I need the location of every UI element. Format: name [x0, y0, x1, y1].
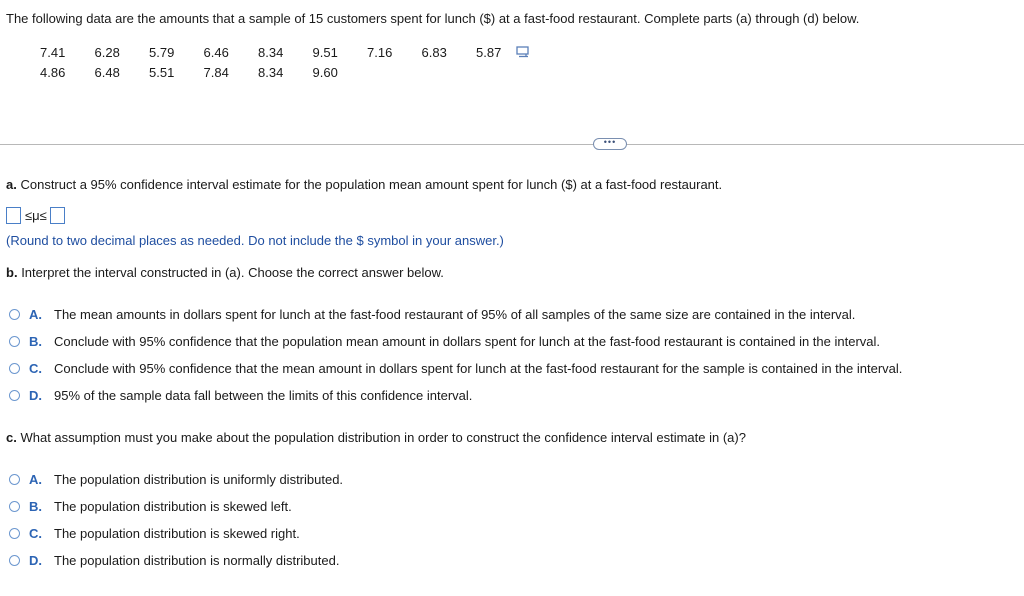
data-cell: 6.83 [421, 44, 447, 60]
data-cell: 5.51 [149, 64, 175, 80]
option-text: Conclude with 95% confidence that the population mean amount in dollars spent for lunch at the fast-food restaurant is contained in the interval. [54, 334, 881, 349]
data-cell: 5.79 [149, 44, 175, 60]
option-text: Conclude with 95% confidence that the mean amount in dollars spent for lunch at the fast-food restaurant for the sample is contained in the interval. [54, 361, 903, 376]
part-b-option-a[interactable] [9, 307, 855, 322]
option-letter: C. [29, 526, 42, 541]
mu-inequality: ≤μ≤ [25, 208, 47, 223]
data-row-2 [40, 62, 530, 82]
radio-button[interactable] [9, 501, 20, 512]
data-cell: 6.28 [94, 44, 120, 60]
data-cell: 7.84 [203, 64, 229, 80]
option-text: The mean amounts in dollars spent for lunch at the fast-food restaurant of 95% of all samples of the same size are contained in the interval. [54, 307, 856, 322]
radio-button[interactable] [9, 363, 20, 374]
part-b-text: Interpret the interval constructed in (a). Choose the correct answer below. [21, 265, 444, 280]
radio-button[interactable] [9, 309, 20, 320]
option-text: The population distribution is skewed left. [54, 499, 292, 514]
part-b-option-b[interactable] [9, 334, 880, 349]
option-letter: C. [29, 361, 42, 376]
part-a-question [6, 177, 722, 192]
problem-intro: The following data are the amounts that a sample of 15 customers spent for lunch ($) at a fast-food restaurant. Complete parts (a) through (d) below. [6, 11, 860, 26]
option-text: The population distribution is skewed right. [54, 526, 300, 541]
part-a-letter: a. [6, 177, 17, 192]
copy-data-icon[interactable] [516, 46, 530, 61]
data-cell: 6.48 [94, 64, 120, 80]
part-c-text: What assumption must you make about the population distribution in order to construct the confidence interval estimate in (a)? [20, 430, 746, 445]
upper-bound-input[interactable] [50, 207, 65, 224]
rounding-hint: (Round to two decimal places as needed. Do not include the $ symbol in your answer.) [6, 233, 504, 248]
option-letter: D. [29, 553, 42, 568]
data-cell: 8.34 [258, 64, 284, 80]
option-text: The population distribution is uniformly distributed. [54, 472, 344, 487]
data-cell: 6.46 [203, 44, 229, 60]
radio-button[interactable] [9, 390, 20, 401]
part-c-question [6, 430, 746, 445]
data-table [40, 42, 530, 82]
radio-button[interactable] [9, 336, 20, 347]
radio-button[interactable] [9, 528, 20, 539]
part-b-letter: b. [6, 265, 18, 280]
part-c-option-d[interactable] [9, 553, 339, 568]
confidence-interval-answer [6, 207, 65, 224]
part-b-question [6, 265, 444, 280]
part-a-text: Construct a 95% confidence interval estimate for the population mean amount spent for lunch ($) at a fast-food restaurant. [20, 177, 723, 192]
part-b-option-c[interactable] [9, 361, 902, 376]
option-letter: B. [29, 499, 42, 514]
option-letter: D. [29, 388, 42, 403]
radio-button[interactable] [9, 555, 20, 566]
option-text: The population distribution is normally distributed. [54, 553, 340, 568]
data-cell: 9.60 [312, 64, 338, 80]
radio-button[interactable] [9, 474, 20, 485]
data-cell: 7.41 [40, 44, 66, 60]
data-row-1 [40, 42, 530, 62]
data-cell: 9.51 [312, 44, 338, 60]
option-letter: A. [29, 307, 42, 322]
lower-bound-input[interactable] [6, 207, 21, 224]
option-letter: A. [29, 472, 42, 487]
expand-more-button[interactable]: ••• [593, 138, 627, 150]
part-b-option-d[interactable] [9, 388, 472, 403]
part-c-option-c[interactable] [9, 526, 300, 541]
data-cell: 4.86 [40, 64, 66, 80]
data-cell: 8.34 [258, 44, 284, 60]
part-c-option-a[interactable] [9, 472, 343, 487]
option-letter: B. [29, 334, 42, 349]
part-c-option-b[interactable] [9, 499, 292, 514]
section-divider [0, 144, 1024, 145]
option-text: 95% of the sample data fall between the limits of this confidence interval. [54, 388, 473, 403]
data-cell: 5.87 [476, 44, 502, 60]
part-c-letter: c. [6, 430, 17, 445]
data-cell: 7.16 [367, 44, 393, 60]
